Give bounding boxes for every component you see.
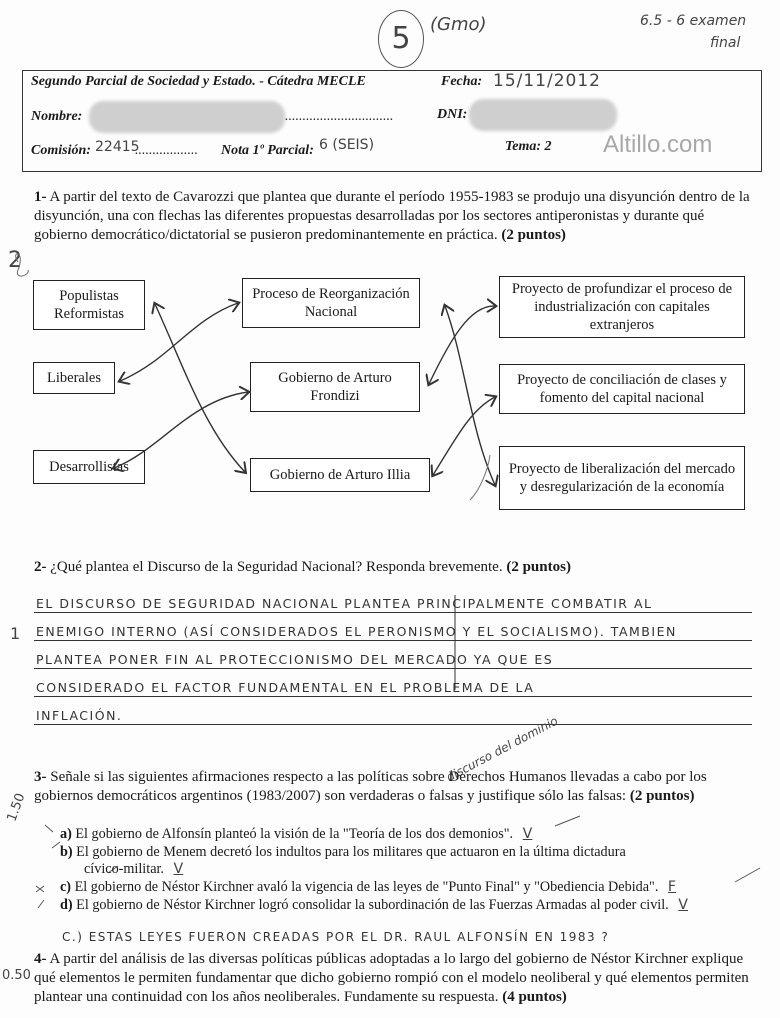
q3-item-c-label: c)	[60, 879, 72, 895]
first-grade-value: 6 (SEIS)	[319, 137, 375, 153]
box-gobierno-frondizi: Gobierno de Arturo Frondizi	[250, 362, 420, 412]
answer-text-5: INFLACIÓN.	[36, 708, 123, 723]
question-3	[34, 768, 760, 806]
grade-note: (Gmo)	[430, 14, 487, 35]
q3-item-d	[60, 897, 694, 914]
question-3-points: (2 puntos)	[629, 788, 695, 804]
question-2-number: 2-	[34, 559, 47, 575]
box-industrializacion: Proyecto de profundizar el proceso de industrialización con capitales extranjeros	[499, 276, 745, 338]
q3-item-b-label: b)	[60, 844, 73, 860]
question-4-text: A partir del análisis de las diversas políticas públicas adoptadas a lo largo del gobierno de Néstor Kirchner explique qué elementos le permiten fundamentar que dicho gobierno rompió con el modelo neoliberal y qué elementos permiten plantear una continuidad con los años neoliberales. Fundamente su respuesta.	[34, 951, 749, 1005]
question-1-text: A partir del texto de Cavarozzi que plantea que durante el período 1955-1983 se produjo una disyunción dentro de la disyunción, una con flechas las diferentes propuestas desarrolladas por los sectores antiperonistas y durante qué gobierno democrático/dictatorial se pusieron predominantemente en práctica.	[34, 189, 750, 243]
box-populistas-reformistas: Populistas Reformistas	[33, 280, 145, 330]
name-dots: ...............................	[285, 109, 394, 124]
q3-item-a	[60, 826, 538, 843]
q4-margin-grade: 0.50	[2, 968, 31, 983]
question-1-points: (2 puntos)	[501, 227, 566, 243]
q3-item-d-text: El gobierno de Néstor Kirchner logró consolidar la subordinación de las Fuerzas Armadas al poder civil.	[76, 897, 669, 913]
answer-text-4: CONSIDERADO EL FACTOR FUNDAMENTAL EN EL PROBLEMA DE LA	[36, 680, 535, 695]
box-liberalizacion: Proyecto de liberalización del mercado y desregularización de la economía	[499, 446, 745, 510]
q3-item-a-label: a)	[60, 826, 72, 842]
question-2-points: (2 puntos)	[506, 559, 571, 575]
question-1-number: 1-	[34, 189, 47, 205]
commission-value: 22415	[95, 139, 140, 155]
final-exam-note-line1: 6.5 - 6 examen	[640, 13, 747, 29]
question-2-text: ¿Qué plantea el Discurso de la Seguridad Nacional? Responda brevemente.	[50, 559, 503, 575]
box-gobierno-illia: Gobierno de Arturo Illia	[250, 458, 430, 492]
q3-item-a-text: El gobierno de Alfonsín planteó la visión de la "Teoría de los dos demonios".	[75, 826, 514, 842]
q3-margin-grade: 1.50	[4, 791, 29, 824]
commission-dots: ..................	[135, 143, 198, 158]
q3-item-b-answer: V	[173, 861, 184, 877]
dni-label: DNI:	[437, 107, 468, 122]
q3-item-b-text: El gobierno de Menem decretó los indultos para los militares que actuaron en la última dictadura	[76, 844, 626, 860]
q3-item-c-text: El gobierno de Néstor Kirchner avaló la vigencia de las leyes de "Punto Final" y "Obediencia Debida".	[74, 879, 659, 895]
q3-item-d-answer: V	[678, 897, 688, 913]
date-label: Fecha:	[441, 74, 483, 89]
altillo-watermark: Altillo.com	[603, 131, 713, 158]
answer-text-2: ENEMIGO INTERNO (ASÍ CONSIDERADOS EL PERONISMO Y EL SOCIALISMO). TAMBIEN	[36, 624, 677, 639]
q1-margin-grade: 2	[8, 248, 22, 273]
answer-text-3: PLANTEA PONER FIN AL PROTECCIONISMO DEL MERCADO YA QUE ES	[36, 652, 554, 667]
final-exam-note-line2: final	[710, 35, 741, 51]
q3-item-a-answer: V	[522, 826, 533, 842]
question-4-points: (4 puntos)	[502, 989, 567, 1005]
q3-item-c-answer: F	[667, 879, 677, 895]
q3-item-d-label: d)	[60, 897, 73, 913]
q3-item-b-cont	[84, 861, 189, 878]
q2-side-note: discurso del dominio	[443, 713, 561, 785]
q2-margin-grade: 1	[10, 624, 21, 643]
commission-label: Comisión:	[31, 143, 91, 158]
q3-item-c	[60, 879, 682, 896]
question-3-text: Señale si las siguientes afirmaciones respecto a las políticas sobre Derechos Humanos llevadas a cabo por los gobiernos democráticos argentinos (1983/2007) son verdaderas o falsas y justifique sólo las falsas:	[34, 769, 707, 804]
question-4	[34, 950, 760, 1007]
answer-line-2	[34, 618, 752, 641]
exam-title: Segundo Parcial de Sociedad y Estado. - Cátedra MECLE	[31, 74, 366, 89]
q3-item-b	[60, 844, 626, 861]
box-conciliacion: Proyecto de conciliación de clases y fomento del capital nacional	[499, 364, 745, 414]
box-desarrollistas: Desarrollistas	[33, 450, 145, 484]
q3-item-b-text2: cívico-militar.	[84, 861, 164, 877]
answer-line-3	[34, 646, 752, 669]
answer-text-1: EL DISCURSO DE SEGURIDAD NACIONAL PLANTEA PRINCIPALMENTE COMBATIR AL	[36, 596, 653, 611]
box-liberales: Liberales	[33, 362, 115, 394]
box-proceso-reorganizacion: Proceso de Reorganización Nacional	[242, 278, 420, 328]
date-value: 15/11/2012	[493, 71, 601, 91]
question-4-number: 4-	[34, 951, 47, 967]
first-grade-label: Nota 1º Parcial:	[221, 143, 314, 158]
name-label: Nombre:	[31, 109, 83, 124]
grade-value: 5	[391, 21, 411, 56]
question-3-number: 3-	[34, 769, 47, 785]
q3-justification: C.) ESTAS LEYES FUERON CREADAS POR EL DR. RAUL ALFONSÍN EN 1983 ?	[62, 930, 610, 944]
answer-line-4	[34, 674, 752, 697]
tema-label: Tema: 2	[505, 139, 552, 154]
answer-line-5	[34, 702, 752, 725]
question-2	[34, 558, 760, 577]
answer-line-1	[34, 590, 752, 613]
